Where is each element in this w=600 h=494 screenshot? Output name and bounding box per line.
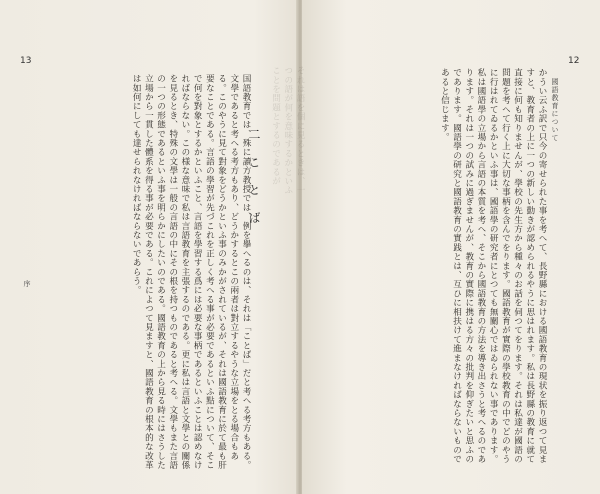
page-number: 12: [568, 56, 580, 66]
running-head: 序: [23, 280, 31, 288]
right-page: [302, 0, 600, 494]
section-heading: 二 こ と ば: [247, 128, 261, 230]
body-text: かうい云ふ訳で只今の寄せられた事を考へて、長野縣における國語教育の現状を振り返つて見ますと、教育者の上に一つの新しい動きが認められるやうに思はれます。私は長野縣の教育に就て直接に何も知りませんが、學校の先生方から種々のお話を伺つてをります。それは私達が國語の問題を考へて行く上に大切な事柄を含んでをります。國語教育が實際の學校教育の中でどのやうに行はれてゐるかといふ事は、國語學の研究者にとつても無關心ではゐられない事であります。私は國語學の立場から言語の本質を考へ、そこから國語教育の方法を導き出さうと考へるのであります。それは一つの試みに過ぎませんが、教育の實際に携はる方々の批判を仰ぎたいと思ふのであります。國語學の研究と國語教育の實践とは、互ひに相扶けて進まなければならないものであると信じます。: [439, 68, 547, 464]
running-head: 國語教育について: [551, 78, 559, 142]
page-number: 13: [20, 56, 32, 66]
bleed-through-text: それは語を個に見るときは、一つの語が何を意味するかといふことを問題とするのであるが: [270, 66, 305, 195]
body-text: 国語教育では、殊に讀方教授では、例を擧へるのは、それは「ことば」だと考へる考方もある。文學であると考へる考方もあり、どうかするとこの兩者は對立するやうな立場をとる場合もある。このやうに見て對象をどうかといふ事のみかがされているが、それは國語教育に於て最も肝要なことである。言語の學習が先づこれを正しく考へる事が必要であるといふ點について、そこで何を對象とするかといふこと、言語を學習する爲には必要な事柄であるといふことは認めなければならない。この様な意味で私は言語教育を主張するのである。更に私は言語と文學との關係を見るとき、特殊の文學は一般の言語の中にその根を持つものであると考へる。文學もまた言語の一つの形態であるといふ事を明らかにしたいのである。國語教育の上から見る時にはさうした立場から一貫した體系を得る事が必要である。これによつて見ますと、國語教育の根本的な改革は如何にしても達せられなければならないであらう。: [131, 74, 251, 470]
